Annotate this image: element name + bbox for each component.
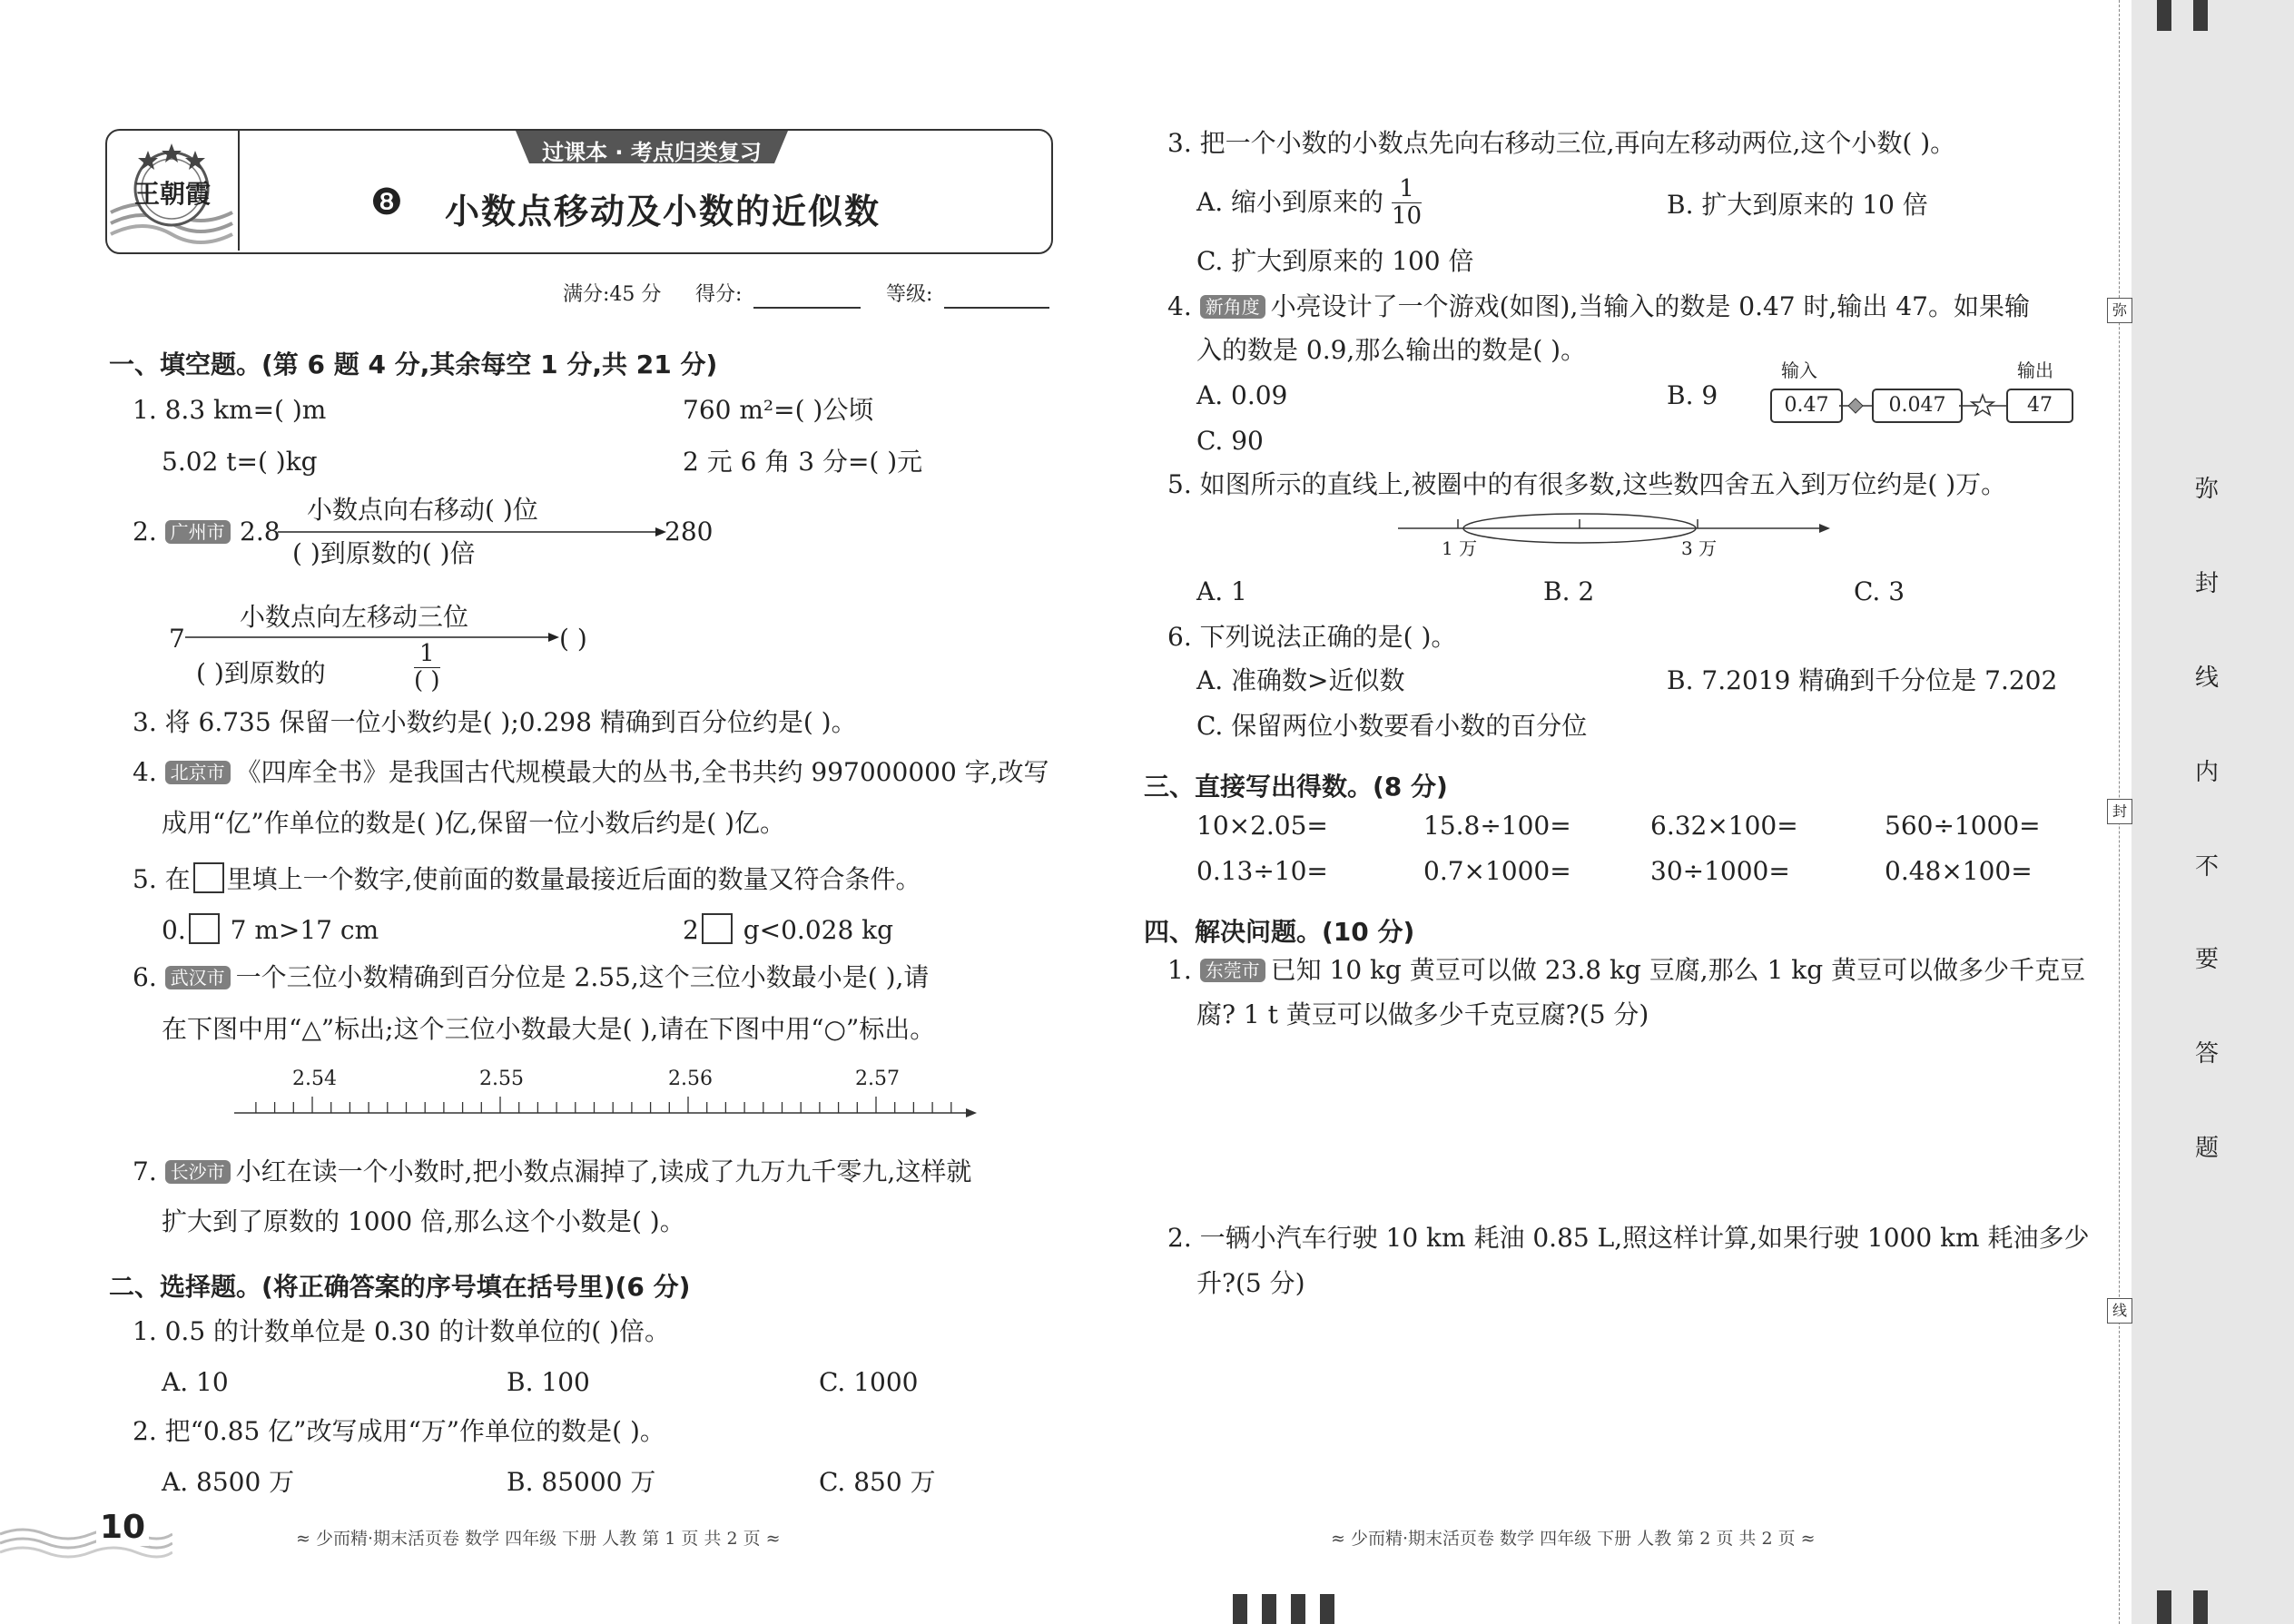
s2-q3-option-c: C. 扩大到原来的 100 倍 [1196,246,1474,276]
answer-box[interactable] [193,862,224,893]
registration-bar [1262,1594,1276,1624]
s2-q1-option-c: C. 1000 [819,1367,919,1397]
s4-q1-line1: 1. 东莞市 已知 10 kg 黄豆可以做 23.8 kg 豆腐,那么 1 kg 黄豆可以做多少千克豆 [1167,955,2086,985]
q2-end1: 280 [665,517,714,546]
q2-arrow2 [185,630,559,643]
score-field[interactable] [753,307,861,309]
region-tag: 广州市 [165,520,231,544]
q2-below2: ( )到原数的 [196,658,326,688]
s4-q2-answer-area[interactable] [1167,1316,2084,1498]
s2-q5-option-c: C. 3 [1854,576,1905,606]
registration-bar [2157,0,2171,31]
s2-q5-option-b: B. 2 [1543,576,1595,606]
margin-text: 线 [2195,664,2220,692]
star-icon [1959,390,2006,421]
region-tag: 北京市 [165,761,231,784]
axis-arrow [966,1108,977,1117]
s2-q3-option-b: B. 扩大到原来的 10 倍 [1667,190,1928,220]
q2-arrow1 [278,525,666,537]
q4-line2: 成用“亿”作单位的数是( )亿,保留一位小数后约是( )亿。 [162,808,786,838]
s4-q2-line1: 2. 一辆小汽车行驶 10 km 耗油 0.85 L,照这样计算,如果行驶 1000 km 耗油多少 [1167,1223,2090,1253]
binding-margin [2132,0,2294,1624]
calc-item: 15.8÷100= [1423,811,1571,841]
wave-icon: ≈ [1795,1529,1816,1549]
input-label: 输入 [1781,359,1817,381]
calc-item: 6.32×100= [1650,811,1798,841]
s2-q4-line1: 4. 新角度 小亮设计了一个游戏(如图),当输入的数是 0.47 时,输出 47。如果输 [1167,291,2030,321]
q6-tick-label: 2.57 [855,1068,900,1090]
q7-line1: 7. 长沙市 小红在读一个小数时,把小数点漏掉了,读成了九万九千零九,这样就 [133,1156,972,1186]
output-box: 47 [2006,389,2073,423]
calc-item: 30÷1000= [1650,856,1790,886]
diamond-icon [1839,392,1872,419]
margin-text: 封 [2195,570,2220,597]
s2-q5-option-a: A. 1 [1196,576,1247,606]
q1-d: 2 元 6 角 3 分=( )元 [683,447,923,477]
page-number: 10 [96,1509,149,1546]
edge-mark: 封 [2107,799,2132,824]
s2-q6-option-b: B. 7.2019 精确到千分位是 7.202 [1667,665,2058,695]
q1-c: 5.02 t=( )kg [162,447,318,477]
q2-start2: 7 [169,624,185,654]
margin-text: 要 [2195,946,2220,973]
margin-text: 不 [2195,853,2220,881]
region-tag: 东莞市 [1200,959,1265,982]
wave-icon: ≈ [296,1529,316,1549]
registration-bar [1291,1594,1305,1624]
lesson-number: ❽ [370,182,403,223]
s2-q2-option-b: B. 85000 万 [507,1467,656,1497]
margin-text: 内 [2195,759,2220,786]
q1-b: 760 m²=( )公顷 [683,395,874,425]
region-tag: 新角度 [1200,295,1265,319]
margin-text: 题 [2195,1135,2220,1162]
banner-label: 过课本 · 考点归类复习 [542,140,762,165]
s2-q6-option-c: C. 保留两位小数要看小数的百分位 [1196,711,1588,741]
s2-q4-line2: 入的数是 0.9,那么输出的数是( )。 [1196,335,1587,365]
q2-below1: ( )到原数的( )倍 [292,538,476,568]
s2-q6-option-a: A. 准确数>近似数 [1196,665,1405,695]
answer-box[interactable] [702,913,733,944]
calc-item: 0.7×1000= [1423,856,1571,886]
q3: 3. 将 6.735 保留一位小数约是( );0.298 精确到百分位约是( )。 [133,707,857,737]
grade-label: 等级: [886,283,933,306]
q6-tick-label: 2.54 [292,1068,337,1090]
margin-text: 答 [2195,1040,2220,1068]
q4-line1: 4. 北京市 《四库全书》是我国古代规模最大的丛书,全书共约 997000000 字,改写 [133,757,1049,787]
edge-mark: 线 [2107,1298,2132,1324]
s2-q1-option-b: B. 100 [507,1367,590,1397]
calc-item: 560÷1000= [1885,811,2041,841]
s2-q2-option-c: C. 850 万 [819,1467,936,1497]
q5-tick-label: 1 万 [1442,537,1478,559]
registration-bar [2193,1590,2208,1624]
q6-tick-label: 2.56 [668,1068,713,1090]
answer-box[interactable] [189,913,220,944]
calc-item: 10×2.05= [1196,811,1328,841]
s2-q2-option-a: A. 8500 万 [162,1467,295,1497]
q6-line2: 在下图中用“△”标出;这个三位小数最大是( ),请在下图中用“○”标出。 [162,1014,936,1044]
logo-text: 王朝霞 [134,179,212,209]
edge-mark: 弥 [2107,298,2132,323]
s2-q1-option-a: A. 10 [162,1367,229,1397]
margin-text: 弥 [2195,476,2220,503]
score-label: 得分: [695,283,743,306]
s2-q3-option-a: A. 缩小到原来的 $\frac{1}{10}$ [1196,175,1423,230]
s2-q4-option-c: C. 90 [1196,426,1264,456]
q5-expr1: 0. 7 m>17 cm [162,915,379,945]
footer-right: ≈ 少而精·期末活页卷 数学 四年级 下册 人教 第 2 页 共 2 页 ≈ [1331,1529,1816,1549]
region-tag: 武汉市 [165,966,231,989]
full-score: 满分:45 分 [563,283,662,306]
q1-a: 1. 8.3 km=( )m [133,395,327,425]
q2-number: 2. 广州市 [133,519,236,545]
q6-tick-label: 2.55 [479,1068,524,1090]
header-divider [238,131,240,251]
section2-heading: 二、选择题。(将正确答案的序号填在括号里)(6 分) [109,1272,691,1302]
s4-q1-answer-area[interactable] [1167,1044,2084,1216]
s4-q2-line2: 升?(5 分) [1196,1268,1305,1298]
page-title: 小数点移动及小数的近似数 [445,192,881,231]
q2-above2: 小数点向左移动三位 [240,602,469,632]
section4-heading: 四、解决问题。(10 分) [1144,917,1415,947]
q2-end2: ( ) [559,624,587,654]
wave-icon: ≈ [760,1529,781,1549]
frac-denominator: ( ) [414,666,440,694]
section1-heading: 一、填空题。(第 6 题 4 分,其余每空 1 分,共 21 分) [109,349,718,379]
q7-line2: 扩大到了原数的 1000 倍,那么这个小数是( )。 [162,1206,685,1236]
registration-bar [1320,1594,1334,1624]
registration-bar [2193,0,2208,31]
s2-q2-stem: 2. 把“0.85 亿”改写成用“万”作单位的数是( )。 [133,1416,665,1446]
section3-heading: 三、直接写出得数。(8 分) [1144,772,1448,802]
q2-start1: 2.8 [240,517,281,546]
s2-q6-stem: 6. 下列说法正确的是( )。 [1167,622,1457,652]
middle-box: 0.047 [1872,389,1963,423]
q2-above1: 小数点向右移动( )位 [307,495,538,525]
s4-q1-line2: 腐? 1 t 黄豆可以做多少千克豆腐?(5 分) [1196,999,1649,1029]
s2-q5-stem: 5. 如图所示的直线上,被圈中的有很多数,这些数四舍五入到万位约是( )万。 [1167,469,2007,499]
q5-expr2: 2 g<0.028 kg [683,915,894,945]
q5-line1: 5. 在 里填上一个数字,使前面的数量最接近后面的数量又符合条件。 [133,864,921,894]
input-box: 0.47 [1770,389,1843,423]
footer-left: ≈ 少而精·期末活页卷 数学 四年级 下册 人教 第 1 页 共 2 页 ≈ [296,1529,781,1549]
calc-item: 0.48×100= [1885,856,2033,886]
wave-icon: ≈ [1331,1529,1351,1549]
s2-q4-option-a: A. 0.09 [1196,380,1288,410]
frac-numerator: 1 [414,641,440,668]
q6-line1: 6. 武汉市 一个三位小数精确到百分位是 2.55,这个三位小数最小是( ),请 [133,962,930,992]
calc-item: 0.13÷10= [1196,856,1328,886]
registration-bar [1233,1594,1247,1624]
s2-q3-stem: 3. 把一个小数的小数点先向右移动三位,再向左移动两位,这个小数( )。 [1167,128,1956,158]
region-tag: 长沙市 [165,1160,231,1184]
s2-q1-stem: 1. 0.5 的计数单位是 0.30 的计数单位的( )倍。 [133,1316,670,1346]
q2-fraction [414,641,440,694]
q5-tick-label: 3 万 [1681,537,1718,559]
s2-q4-option-b: B. 9 [1667,380,1718,410]
registration-bar [2157,1590,2171,1624]
grade-field[interactable] [944,307,1049,309]
output-label: 输出 [2017,359,2053,381]
